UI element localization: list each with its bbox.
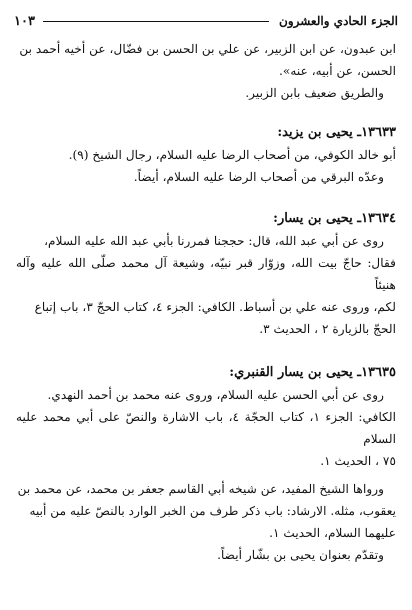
closing-line: وتقدّم بعنوان يحيى بن بشّار أيضاً.	[217, 548, 384, 562]
entry-heading: ١٣٦٣٥ـ يحيى بن يسار القنبري:	[229, 365, 396, 380]
entry-line: روى عن أبي الحسن عليه السلام، وروى عنه محمد بن أحمد النهدي.	[47, 388, 384, 402]
running-header	[14, 10, 398, 32]
entry-line: الكافي: الجزء ١، كتاب الحجّة ٤، باب الاشارة والنصّ على أبي محمد عليه السلام	[16, 410, 396, 446]
intro-line: والطريق ضعيف بابن الزبير.	[245, 86, 384, 100]
entry-13633	[16, 122, 396, 188]
entry-line: روى عن أبي عبد الله، قال: حججنا فمررنا بأبي عبد الله عليه السلام،	[44, 234, 384, 248]
entry-heading: ١٣٦٣٣ـ يحيى بن يزيد:	[277, 125, 396, 140]
entry-line: فقال: حاجّ بيت الله، وزوّار قبر نبيّه، وشيعة آل محمد صلّى الله عليه وآله هنيئاً	[16, 256, 396, 292]
header-title: الجزء الحادي والعشرون	[279, 14, 398, 28]
entry-line: ٧٥ ، الحديث ١.	[320, 454, 396, 468]
entry-13635	[16, 362, 396, 566]
entry-line: الحجّ بالزيارة ٢ ، الحديث ٣.	[259, 322, 396, 336]
entry-line: عليهما السلام، الحديث ١.	[269, 526, 396, 540]
entry-13634	[16, 208, 396, 340]
entry-line: وعدّه البرقي من أصحاب الرضا عليه السلام، أيضاً.	[133, 170, 384, 184]
intro-line: ابن عبدون، عن ابن الزبير، عن علي بن الحسن بن فضّال، عن أخيه أحمد بن	[19, 42, 396, 56]
page-number: ١٠٣	[14, 13, 35, 29]
header-rule	[43, 21, 269, 22]
entry-line: أبو خالد الكوفي، من أصحاب الرضا عليه السلام، رجال الشيخ (٩).	[68, 148, 396, 162]
page-body	[16, 38, 396, 566]
entry-line: يعقوب، مثله. الارشاد: باب ذكر طرف من الخبر الوارد بالنصّ عليه من أبيه	[29, 504, 396, 518]
entry-line: ورواها الشيخ المفيد، عن شيخه أبي القاسم جعفر بن محمد، عن محمد بن	[17, 482, 384, 496]
intro-line: الحسن، عن أبيه، عنه».	[279, 64, 396, 78]
entry-line: لكم، وروى عنه علي بن أسباط. الكافي: الجزء ٤، كتاب الحجّ ٣، باب إتباع	[34, 300, 396, 314]
entry-heading: ١٣٦٣٤ـ يحيى بن يسار:	[273, 211, 396, 226]
